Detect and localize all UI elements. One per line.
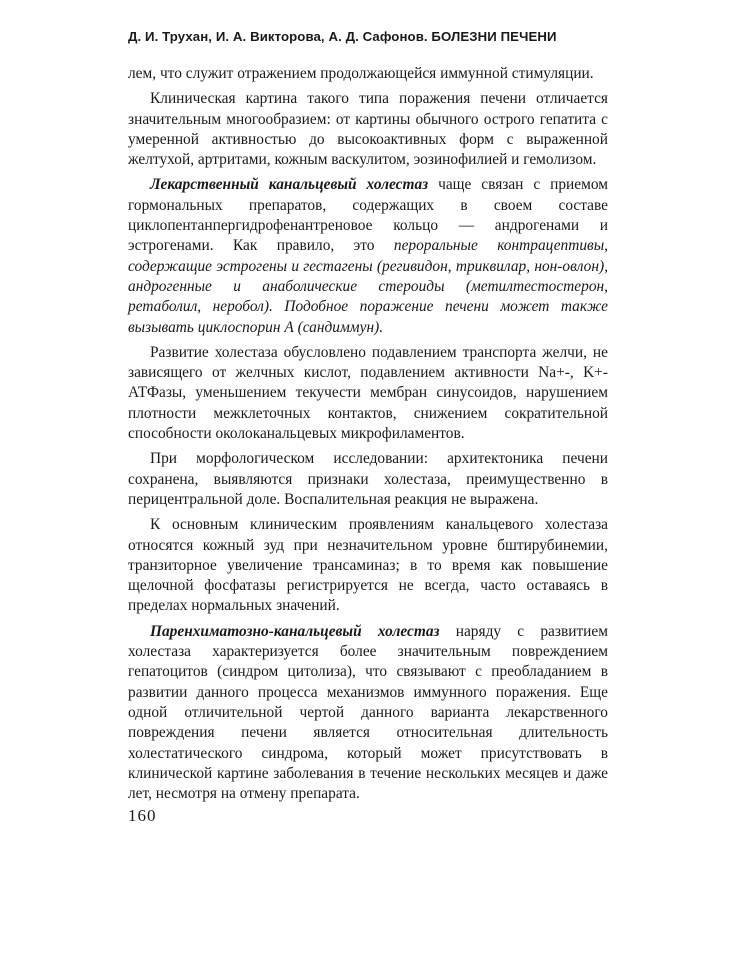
term-parenchymal-canalicular-cholestasis: Паренхиматозно-канальцевый холестаз [150,622,440,640]
paragraph-continuation: лем, что служит отражением продолжающейся иммунной стимуляции. [128,65,594,82]
paragraph-cholestasis-mechanism: Развитие холестаза обусловлено подавлением транспорта желчи, не зависящего от желчных кислот, подавлением активности Na+-, K+-АТФазы, уменьшением текучести мембран синусоидов, нарушением плотности межклеточных контактов, снижением сократительной способности околоканальцевых микрофиламентов. [128,343,608,443]
paragraph-text: наряду с развитием холестаза характеризуется более значительным повреждением гепатоцитов (синдром цитолиза), что связывают с преобладанием в развитии данного процесса механизмов иммунного поражения. Еще одной отличительной чертой данного варианта лекарственного повреждения печени является относительная длительность холестатического синдрома, который может присутствовать в клинической картине заболевания в течение нескольких месяцев и даже лет, несмотря на отмену препарата. [128,622,608,803]
paragraph-clinical-picture: Клиническая картина такого типа поражения печени отличается значительным многообразием: от картины обычного острого гепатита с умеренной активностью до высокоактивных форм с выраженной желтухой, артритами, кожным васкулитом, эозинофилией и гемолизом. [128,90,608,169]
paragraph-text: чаще связан с приемом гормональных препаратов, содержащих в своем составе циклопентанпергидрофенантреновое кольцо — андрогенами и эстрогенами. Как правило, это [128,176,609,255]
running-header: Д. И. Трухан, И. А. Викторова, А. Д. Сафонов. БОЛЕЗНИ ПЕЧЕНИ [128,29,557,44]
italic-drug-list: пероральные контрацептивы, содержащие эстрогены и гестагены (регивидон, триквилар, нон-овлон), андрогенные и анаболические стероиды (метилтестостерон, ретаболил, неробол). Подобное поражение печени может также вызывать циклоспорин А (сандиммун). [128,237,609,336]
page-body [128,64,608,809]
page-number: 160 [128,806,157,825]
paragraph-drug-cholestasis [128,175,608,337]
paragraph-parenchymal-cholestasis [128,622,608,805]
paragraph-morphology: При морфологическом исследовании: архитектоника печени сохранена, выявляются признаки холестаза, преимущественно в перицентральной доле. Воспалительная реакция не выражена. [128,450,608,508]
paragraph-clinical-manifestations: К основным клиническим проявлениям канальцевого холестаза относятся кожный зуд при незначительном уровне бштирубинемии, транзиторное увеличение трансаминаз; в то время как повышение щелочной фосфатазы регистрируется не всегда, часто оставаясь в пределах нормальных значений. [128,516,608,615]
term-drug-canalicular-cholestasis: Лекарственный канальцевый холестаз [150,176,429,194]
